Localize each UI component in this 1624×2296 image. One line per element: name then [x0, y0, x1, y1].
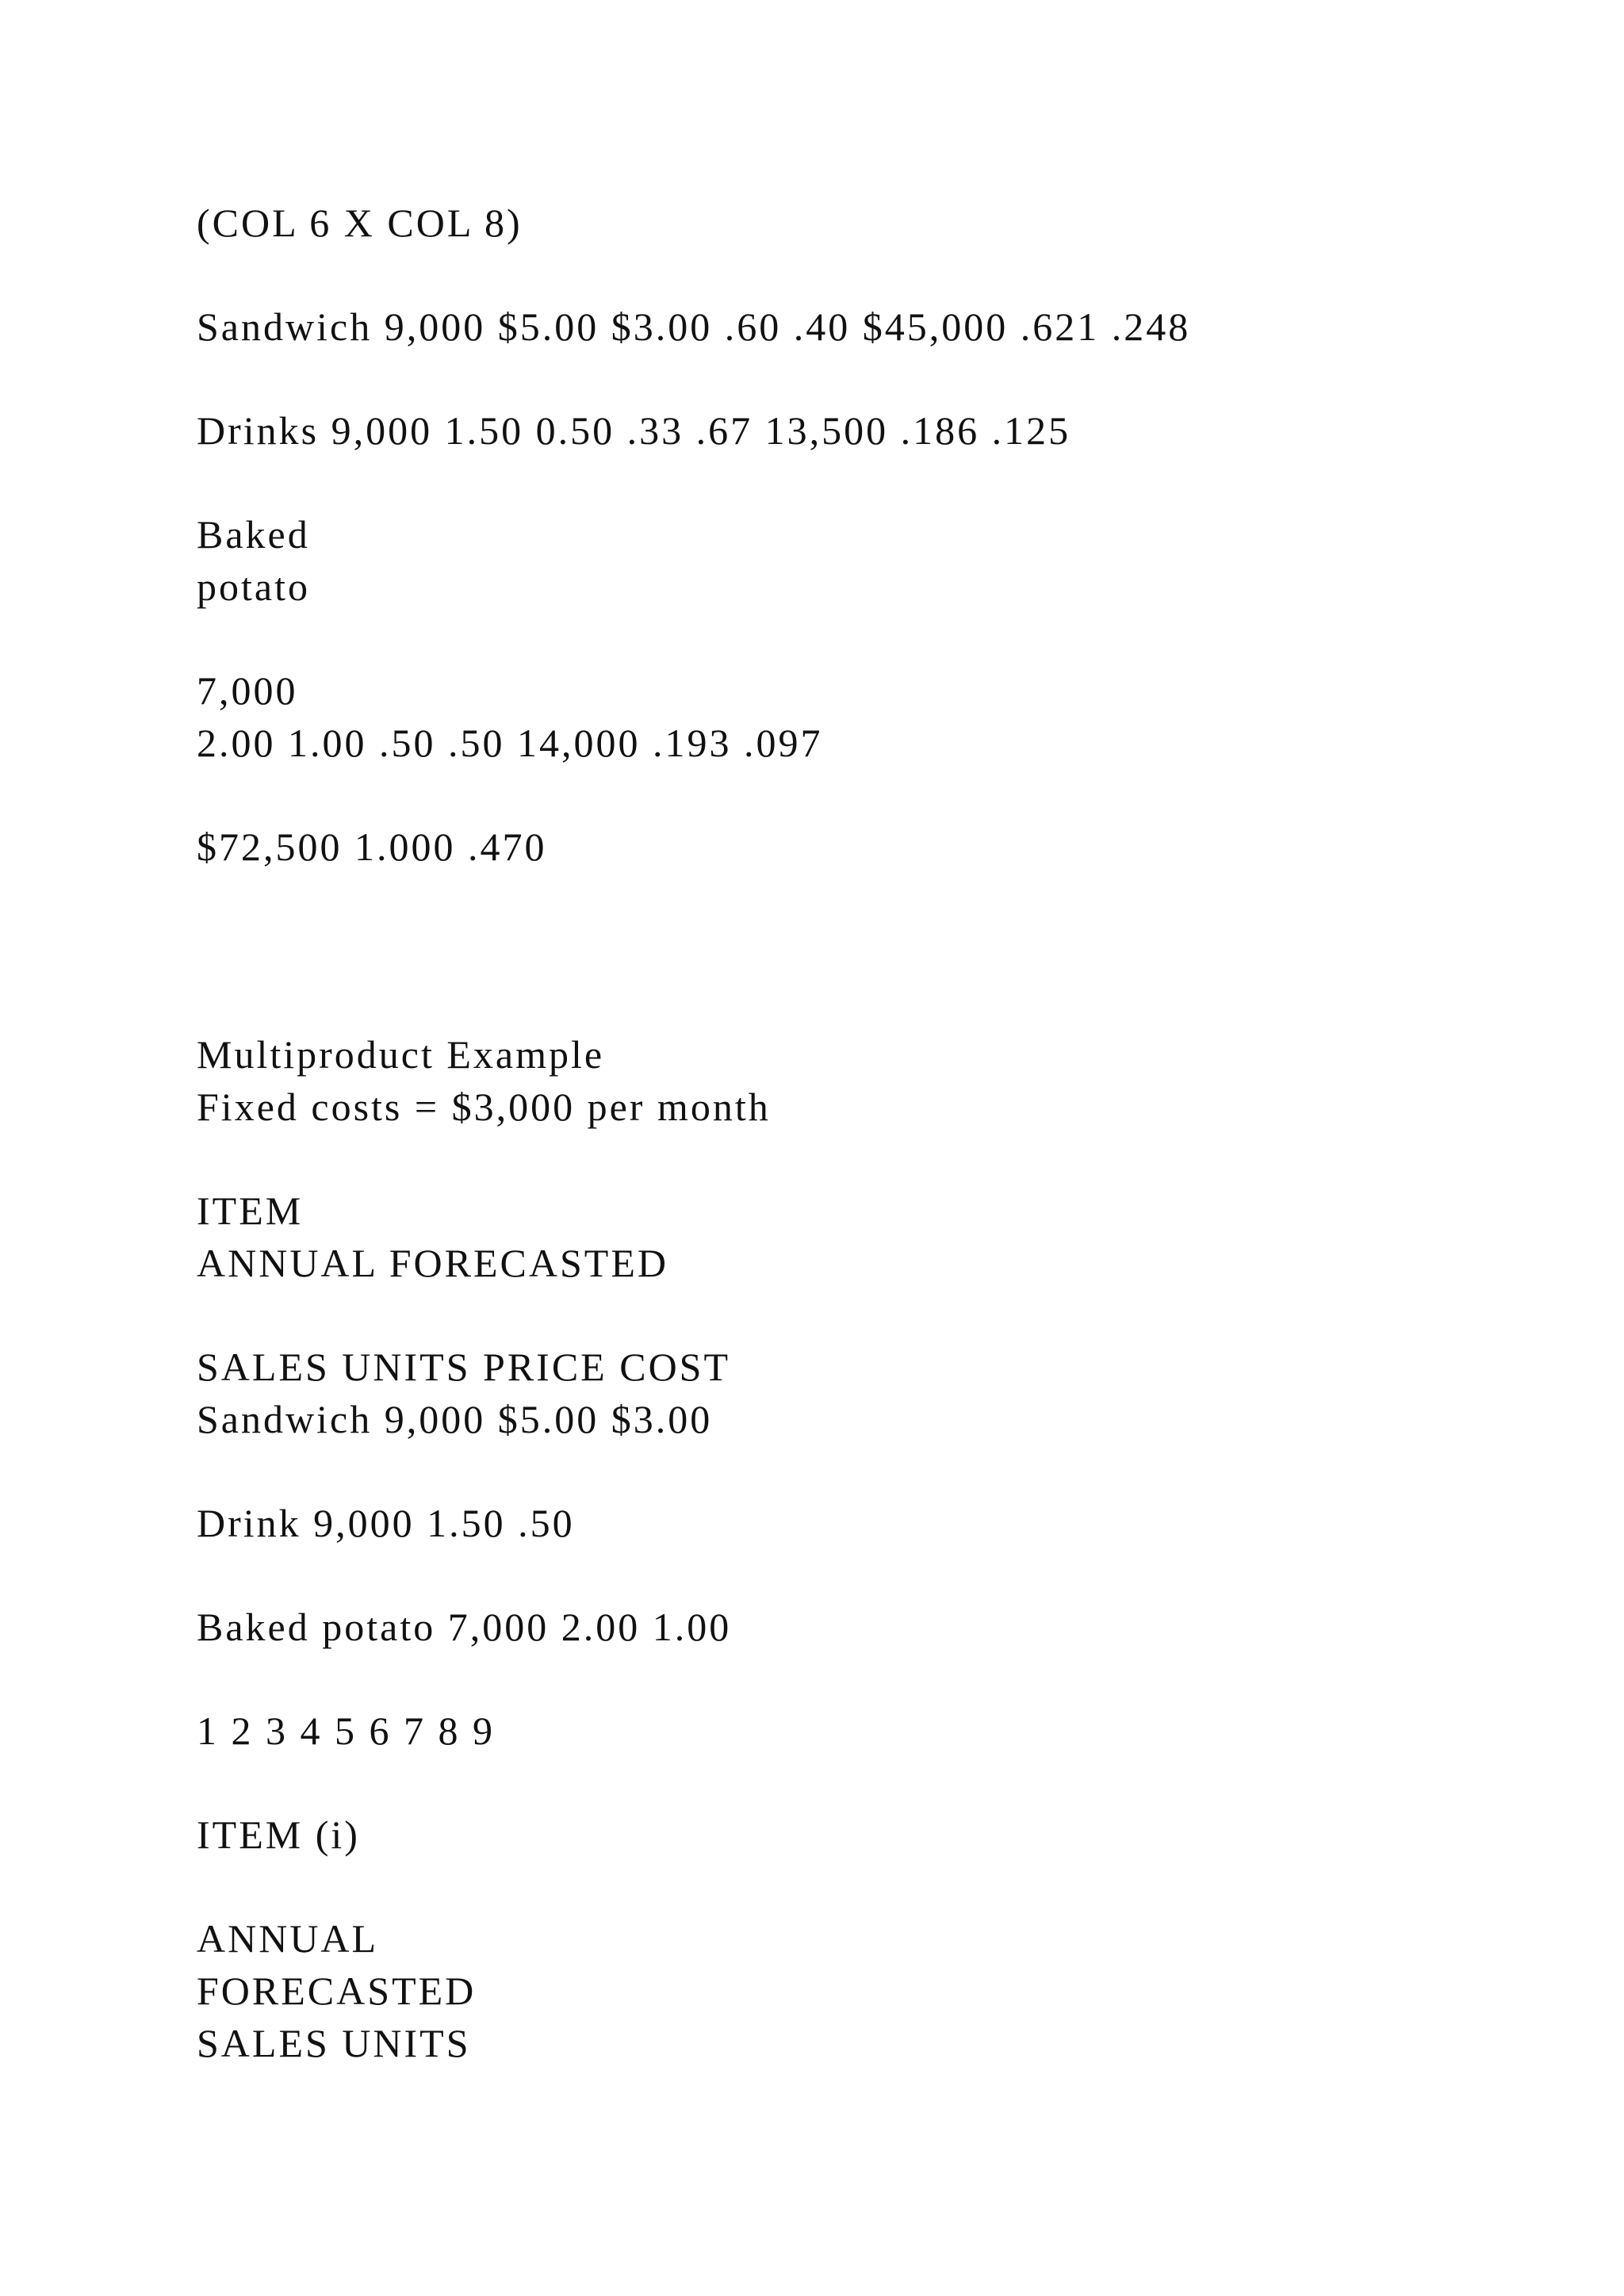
text-line: Drinks 9,000 1.50 0.50 .33 .67 13,500 .186 .125 [197, 408, 1071, 453]
annual-header-block [197, 1912, 476, 2069]
drinks-row-block [197, 404, 1071, 457]
text-line: Baked potato 7,000 2.00 1.00 [197, 1605, 732, 1649]
baked-values-block [197, 664, 823, 769]
text-line: 1 2 3 4 5 6 7 8 9 [197, 1709, 495, 1753]
text-line: SALES UNITS [197, 2021, 471, 2065]
text-line: ITEM [197, 1188, 304, 1233]
text-line: ANNUAL FORECASTED [197, 1241, 668, 1285]
text-line: ANNUAL [197, 1916, 379, 1961]
baked-label-block [197, 508, 310, 613]
item-i-header-block [197, 1808, 360, 1861]
text-line: Multiproduct Example [197, 1032, 605, 1077]
text-line: potato [197, 564, 310, 609]
text-line: (COL 6 X COL 8) [197, 201, 523, 245]
column-numbers-block [197, 1705, 495, 1757]
text-line: Sandwich 9,000 $5.00 $3.00 [197, 1397, 713, 1441]
text-line: ITEM (i) [197, 1812, 360, 1857]
sales-header-block [197, 1341, 730, 1445]
text-line: Baked [197, 512, 310, 557]
baked-potato-row-block [197, 1601, 731, 1653]
text-line: 7,000 [197, 668, 298, 713]
text-line: Sandwich 9,000 $5.00 $3.00 .60 .40 $45,000 .621 .248 [197, 304, 1191, 349]
sandwich-row-block [197, 300, 1190, 353]
section-title-block [197, 1028, 771, 1133]
drink-row-block [197, 1497, 575, 1549]
text-line: 2.00 1.00 .50 .50 14,000 .193 .097 [197, 721, 823, 765]
totals-row-block [197, 821, 547, 873]
text-line: Drink 9,000 1.50 .50 [197, 1501, 575, 1545]
col-note-block [197, 197, 523, 249]
text-line: $72,500 1.000 .470 [197, 825, 547, 869]
text-line: FORECASTED [197, 1969, 477, 2013]
text-line: Fixed costs = $3,000 per month [197, 1085, 771, 1129]
text-line: SALES UNITS PRICE COST [197, 1345, 731, 1389]
item-header-block [197, 1184, 668, 1289]
